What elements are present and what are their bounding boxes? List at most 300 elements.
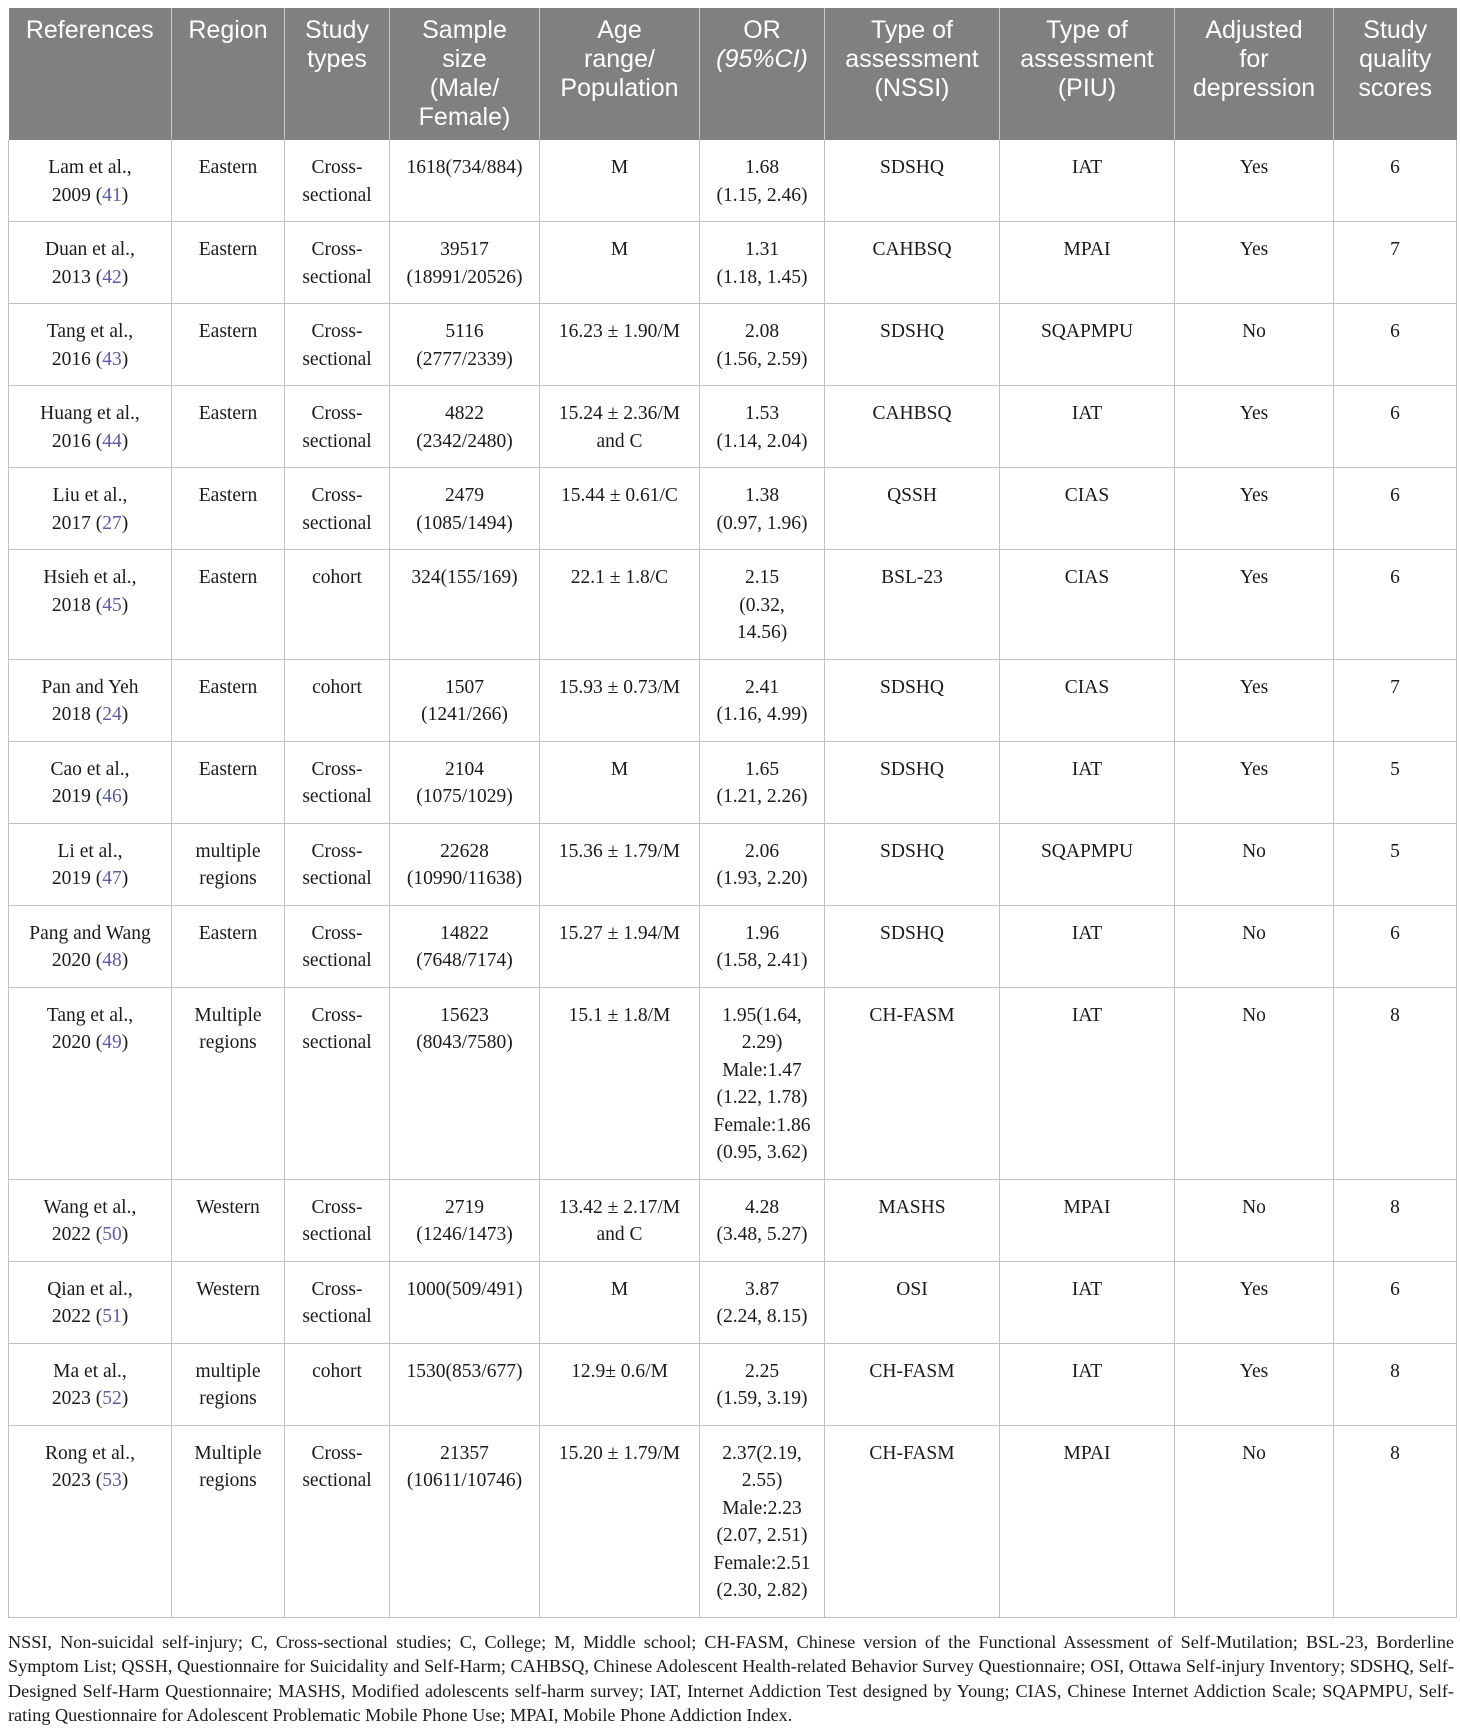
header-nssi-assessment xyxy=(825,8,1000,140)
cell-region xyxy=(172,1261,285,1343)
cell-region xyxy=(172,140,285,222)
cell-odds-ratio xyxy=(700,222,825,304)
cell-region-line: Multiple xyxy=(194,1004,262,1026)
cell-sample-size-line: 1000(509/491) xyxy=(406,1278,523,1300)
cell-nssi-assessment: CH-FASM xyxy=(825,1343,1000,1425)
citation-link[interactable]: 44 xyxy=(102,430,122,452)
cell-reference xyxy=(9,140,172,222)
citation-link[interactable]: 27 xyxy=(102,512,122,534)
cell-sample-size-line: 22628 xyxy=(440,840,489,862)
cell-odds-ratio-line: 2.37(2.19, xyxy=(722,1442,802,1464)
cell-region-line: regions xyxy=(199,1388,257,1409)
cell-study-type-line: cohort xyxy=(312,676,362,698)
cell-adjusted-depression: No xyxy=(1175,1179,1334,1261)
cell-study-type-line: sectional xyxy=(302,512,372,534)
cell-adjusted-depression: No xyxy=(1175,823,1334,905)
cell-study-type xyxy=(285,1179,390,1261)
cell-nssi-assessment: SDSHQ xyxy=(825,659,1000,741)
header-piu-assessment-line: (PIU) xyxy=(1057,74,1117,102)
citation-link[interactable]: 43 xyxy=(102,348,122,370)
citation-link[interactable]: 53 xyxy=(102,1470,122,1491)
cell-odds-ratio-line: 1.31 xyxy=(744,239,780,260)
cell-study-type xyxy=(285,222,390,304)
cell-sample-size xyxy=(390,905,540,987)
cell-odds-ratio-line: 2.06 xyxy=(744,840,780,862)
cell-nssi-assessment: SDSHQ xyxy=(825,741,1000,823)
cell-quality-score: 6 xyxy=(1334,905,1457,987)
cell-study-type xyxy=(285,550,390,660)
reference-authors: Ma et al., xyxy=(53,1360,127,1382)
cell-age-range xyxy=(540,905,700,987)
cell-adjusted-depression: No xyxy=(1175,304,1334,386)
cell-sample-size-line: 21357 xyxy=(440,1442,489,1464)
document xyxy=(8,8,1456,1728)
citation-link[interactable]: 41 xyxy=(102,184,122,206)
cell-reference xyxy=(9,905,172,987)
cell-odds-ratio-line: 2.25 xyxy=(744,1360,780,1382)
cell-nssi-assessment: BSL-23 xyxy=(825,550,1000,660)
header-row xyxy=(9,8,1457,140)
cell-sample-size-line: (10611/10746) xyxy=(406,1470,523,1491)
citation-close-paren: ) xyxy=(121,1224,129,1245)
reference-authors: Tang et al., xyxy=(46,321,134,342)
cell-reference xyxy=(9,386,172,468)
cell-region xyxy=(172,222,285,304)
header-sample-size-line: Female) xyxy=(418,103,511,131)
citation-close-paren: ) xyxy=(121,950,129,971)
table-body xyxy=(9,140,1457,1617)
cell-age-range xyxy=(540,1425,700,1617)
table-row xyxy=(9,659,1457,741)
cell-quality-score: 8 xyxy=(1334,987,1457,1179)
cell-quality-score: 6 xyxy=(1334,386,1457,468)
cell-sample-size-line: (18991/20526) xyxy=(406,266,523,288)
cell-region-line: Eastern xyxy=(198,403,258,424)
cell-region-line: regions xyxy=(199,1032,257,1053)
cell-study-type xyxy=(285,741,390,823)
cell-piu-assessment: IAT xyxy=(1000,386,1175,468)
cell-piu-assessment: IAT xyxy=(1000,1261,1175,1343)
cell-reference xyxy=(9,222,172,304)
cell-age-range xyxy=(540,741,700,823)
cell-quality-score: 7 xyxy=(1334,659,1457,741)
header-adjusted-depression xyxy=(1175,8,1334,140)
cell-odds-ratio-line: 4.28 xyxy=(744,1196,780,1218)
reference-year-line xyxy=(13,865,167,893)
reference-authors: Qian et al., xyxy=(47,1278,133,1300)
header-adjusted-depression-line: Adjusted xyxy=(1205,16,1303,44)
reference-year-line xyxy=(13,1467,167,1495)
citation-link[interactable]: 50 xyxy=(102,1224,122,1245)
reference-year: 2018 ( xyxy=(51,594,103,616)
reference-year: 2016 ( xyxy=(51,430,103,452)
cell-odds-ratio-line: (2.30, 2.82) xyxy=(716,1580,808,1601)
reference-authors: Duan et al., xyxy=(45,239,135,260)
cell-sample-size xyxy=(390,468,540,550)
cell-study-type-line: sectional xyxy=(302,1470,372,1491)
reference-year: 2013 ( xyxy=(51,266,103,288)
cell-odds-ratio-line: (1.14, 2.04) xyxy=(716,430,808,452)
cell-study-type xyxy=(285,987,390,1179)
cell-odds-ratio xyxy=(700,741,825,823)
reference-year-line xyxy=(13,947,167,975)
reference-year: 2023 ( xyxy=(51,1470,103,1491)
cell-sample-size xyxy=(390,1261,540,1343)
cell-piu-assessment: SQAPMPU xyxy=(1000,304,1175,386)
cell-adjusted-depression: Yes xyxy=(1175,386,1334,468)
reference-authors: Huang et al., xyxy=(40,403,140,424)
cell-region-line: multiple xyxy=(195,840,261,862)
cell-study-type xyxy=(285,1261,390,1343)
header-sample-size-line: size xyxy=(442,45,487,73)
header-sample-size xyxy=(390,8,540,140)
citation-link[interactable]: 51 xyxy=(102,1306,122,1327)
cell-age-range-line: 15.24 ± 2.36/M xyxy=(558,403,681,424)
cell-odds-ratio xyxy=(700,140,825,222)
cell-sample-size xyxy=(390,304,540,386)
studies-table xyxy=(8,8,1457,1618)
cell-odds-ratio xyxy=(700,1179,825,1261)
header-quality-score xyxy=(1334,8,1457,140)
cell-quality-score: 6 xyxy=(1334,1261,1457,1343)
cell-adjusted-depression: Yes xyxy=(1175,1261,1334,1343)
cell-age-range-line: M xyxy=(610,1278,629,1300)
table-row xyxy=(9,304,1457,386)
cell-adjusted-depression: Yes xyxy=(1175,468,1334,550)
cell-sample-size-line: 1507 xyxy=(445,676,484,698)
cell-study-type-line: sectional xyxy=(302,266,372,288)
cell-study-type xyxy=(285,386,390,468)
cell-sample-size-line: 5116 xyxy=(445,321,484,342)
header-age-range-line: range/ xyxy=(584,45,655,73)
cell-piu-assessment: MPAI xyxy=(1000,1179,1175,1261)
cell-nssi-assessment: CAHBSQ xyxy=(825,222,1000,304)
cell-adjusted-depression: No xyxy=(1175,1425,1334,1617)
reference-year: 2020 ( xyxy=(51,1032,103,1053)
reference-authors: Liu et al., xyxy=(52,485,128,506)
cell-nssi-assessment: OSI xyxy=(825,1261,1000,1343)
cell-nssi-assessment: SDSHQ xyxy=(825,823,1000,905)
cell-odds-ratio-line: 2.15 xyxy=(744,567,780,588)
cell-nssi-assessment: SDSHQ xyxy=(825,304,1000,386)
citation-link[interactable]: 47 xyxy=(102,868,122,889)
cell-study-type-line: sectional xyxy=(302,950,372,971)
table-row xyxy=(9,987,1457,1179)
cell-odds-ratio-line: (2.24, 8.15) xyxy=(716,1306,808,1327)
cell-age-range xyxy=(540,659,700,741)
cell-odds-ratio xyxy=(700,1425,825,1617)
reference-year: 2023 ( xyxy=(51,1388,103,1409)
cell-odds-ratio xyxy=(700,1261,825,1343)
table-row xyxy=(9,386,1457,468)
cell-odds-ratio xyxy=(700,905,825,987)
cell-region-line: Eastern xyxy=(198,676,258,698)
header-sample-size-line: Sample xyxy=(422,16,507,44)
reference-year: 2022 ( xyxy=(51,1224,103,1245)
cell-piu-assessment: IAT xyxy=(1000,987,1175,1179)
cell-study-type xyxy=(285,823,390,905)
reference-year: 2017 ( xyxy=(51,512,103,534)
cell-odds-ratio-line: Female:1.86 xyxy=(713,1114,811,1136)
cell-piu-assessment: IAT xyxy=(1000,140,1175,222)
header-piu-assessment-line: Type of xyxy=(1046,16,1128,44)
cell-region-line: Eastern xyxy=(198,157,258,178)
header-study-types-line: Study xyxy=(305,16,369,44)
cell-sample-size-line: (1241/266) xyxy=(421,704,508,725)
citation-link[interactable]: 52 xyxy=(102,1388,122,1409)
cell-sample-size-line: 1618(734/884) xyxy=(406,157,523,178)
cell-reference xyxy=(9,468,172,550)
cell-quality-score: 8 xyxy=(1334,1425,1457,1617)
cell-odds-ratio xyxy=(700,550,825,660)
citation-close-paren: ) xyxy=(121,1388,129,1409)
citation-link[interactable]: 49 xyxy=(102,1032,122,1053)
header-quality-score-line: scores xyxy=(1358,74,1433,102)
reference-year-line xyxy=(13,510,167,538)
cell-nssi-assessment: SDSHQ xyxy=(825,905,1000,987)
cell-odds-ratio-line: Male:2.23 xyxy=(722,1497,802,1519)
header-references xyxy=(9,8,172,140)
reference-year-line xyxy=(13,1029,167,1057)
header-sample-size-line: (Male/ xyxy=(429,74,500,102)
table-row xyxy=(9,1343,1457,1425)
cell-region xyxy=(172,550,285,660)
cell-odds-ratio-line: (0.95, 3.62) xyxy=(716,1142,808,1163)
cell-odds-ratio-line: 1.38 xyxy=(744,485,780,506)
cell-study-type-line: sectional xyxy=(302,430,372,452)
cell-age-range-line: 13.42 ± 2.17/M xyxy=(558,1196,681,1218)
cell-study-type-line: cohort xyxy=(312,567,362,588)
cell-odds-ratio-line: (1.15, 2.46) xyxy=(716,184,808,206)
header-region xyxy=(172,8,285,140)
cell-age-range-line: M xyxy=(610,157,629,178)
cell-odds-ratio-line: (3.48, 5.27) xyxy=(716,1224,808,1245)
header-adjusted-depression-line: depression xyxy=(1192,74,1316,102)
cell-quality-score: 5 xyxy=(1334,741,1457,823)
cell-odds-ratio-line: (1.93, 2.20) xyxy=(716,868,808,889)
citation-link[interactable]: 46 xyxy=(102,786,122,807)
reference-authors: Lam et al., xyxy=(48,157,132,178)
cell-sample-size-line: 2719 xyxy=(445,1196,484,1218)
table-row xyxy=(9,1179,1457,1261)
cell-study-type-line: Cross- xyxy=(311,157,363,178)
header-study-types-line: types xyxy=(307,45,367,73)
cell-sample-size-line: 324(155/169) xyxy=(411,567,518,588)
cell-age-range xyxy=(540,386,700,468)
header-odds-ratio-line: OR xyxy=(743,16,781,44)
reference-year-line xyxy=(13,783,167,811)
cell-sample-size xyxy=(390,386,540,468)
reference-year: 2022 ( xyxy=(51,1306,103,1327)
citation-close-paren: ) xyxy=(121,594,129,616)
cell-sample-size-line: (1085/1494) xyxy=(416,512,513,534)
cell-reference xyxy=(9,304,172,386)
citation-link[interactable]: 48 xyxy=(102,950,122,971)
cell-sample-size-line: (2777/2339) xyxy=(416,348,513,370)
cell-odds-ratio-line: 1.53 xyxy=(744,403,780,424)
header-age-range-line: Age xyxy=(597,16,642,44)
cell-study-type-line: cohort xyxy=(312,1360,362,1382)
cell-region-line: regions xyxy=(199,868,257,889)
reference-year: 2018 ( xyxy=(51,704,103,725)
cell-age-range xyxy=(540,823,700,905)
cell-age-range xyxy=(540,550,700,660)
cell-quality-score: 8 xyxy=(1334,1179,1457,1261)
header-odds-ratio xyxy=(700,8,825,140)
cell-age-range xyxy=(540,1261,700,1343)
cell-piu-assessment: MPAI xyxy=(1000,222,1175,304)
cell-age-range-line: and C xyxy=(596,1224,643,1245)
citation-link[interactable]: 45 xyxy=(102,594,122,616)
reference-authors: Li et al., xyxy=(57,840,123,862)
cell-sample-size-line: (10990/11638) xyxy=(406,868,523,889)
cell-odds-ratio-line: (1.58, 2.41) xyxy=(716,950,808,971)
cell-adjusted-depression: Yes xyxy=(1175,741,1334,823)
cell-age-range-line: and C xyxy=(596,430,643,452)
cell-adjusted-depression: Yes xyxy=(1175,140,1334,222)
cell-sample-size xyxy=(390,1179,540,1261)
cell-study-type-line: Cross- xyxy=(311,1196,363,1218)
reference-year-line xyxy=(13,701,167,729)
cell-odds-ratio-line: (0.97, 1.96) xyxy=(716,512,808,534)
cell-odds-ratio-line: 2.29) xyxy=(741,1032,783,1053)
cell-region xyxy=(172,468,285,550)
cell-study-type-line: Cross- xyxy=(311,758,363,780)
cell-age-range-line: 12.9± 0.6/M xyxy=(571,1360,668,1382)
cell-odds-ratio-line: 14.56) xyxy=(736,622,788,643)
cell-adjusted-depression: Yes xyxy=(1175,222,1334,304)
reference-year-line xyxy=(13,428,167,456)
citation-close-paren: ) xyxy=(121,786,129,807)
cell-quality-score: 6 xyxy=(1334,304,1457,386)
cell-study-type-line: Cross- xyxy=(311,321,363,342)
cell-piu-assessment: IAT xyxy=(1000,1343,1175,1425)
cell-piu-assessment: IAT xyxy=(1000,905,1175,987)
table-row xyxy=(9,823,1457,905)
citation-close-paren: ) xyxy=(121,184,129,206)
cell-region-line: Multiple xyxy=(194,1442,262,1464)
cell-study-type xyxy=(285,659,390,741)
cell-piu-assessment: IAT xyxy=(1000,741,1175,823)
cell-study-type xyxy=(285,1425,390,1617)
table-row xyxy=(9,550,1457,660)
table-row xyxy=(9,468,1457,550)
cell-reference xyxy=(9,1261,172,1343)
cell-sample-size-line: (7648/7174) xyxy=(416,950,513,971)
reference-year-line xyxy=(13,592,167,620)
table-header xyxy=(9,8,1457,140)
header-piu-assessment-line: assessment xyxy=(1020,45,1154,73)
cell-age-range-line: 15.36 ± 1.79/M xyxy=(558,840,681,862)
cell-region-line: Eastern xyxy=(198,758,258,780)
cell-region-line: Eastern xyxy=(198,485,258,506)
citation-link[interactable]: 42 xyxy=(102,266,122,288)
cell-region xyxy=(172,1343,285,1425)
cell-region xyxy=(172,386,285,468)
table-row xyxy=(9,741,1457,823)
cell-reference xyxy=(9,823,172,905)
cell-sample-size xyxy=(390,741,540,823)
citation-close-paren: ) xyxy=(121,704,129,725)
cell-age-range xyxy=(540,1343,700,1425)
cell-sample-size-line: (2342/2480) xyxy=(416,430,513,452)
cell-odds-ratio-line: (2.07, 2.51) xyxy=(716,1525,808,1546)
cell-age-range xyxy=(540,1179,700,1261)
citation-close-paren: ) xyxy=(121,348,129,370)
reference-year-line xyxy=(13,346,167,374)
cell-nssi-assessment: QSSH xyxy=(825,468,1000,550)
cell-odds-ratio-line: 3.87 xyxy=(744,1278,780,1300)
cell-region-line: multiple xyxy=(195,1360,261,1382)
cell-odds-ratio xyxy=(700,304,825,386)
cell-odds-ratio-line: (0.32, xyxy=(739,594,785,616)
cell-reference xyxy=(9,1425,172,1617)
reference-year-line xyxy=(13,264,167,292)
reference-year-line xyxy=(13,1385,167,1413)
table-row xyxy=(9,222,1457,304)
header-references-line: References xyxy=(25,16,154,44)
citation-close-paren: ) xyxy=(121,266,129,288)
reference-authors: Cao et al., xyxy=(50,758,130,780)
cell-study-type-line: Cross- xyxy=(311,840,363,862)
header-region-line: Region xyxy=(188,16,268,44)
cell-nssi-assessment: SDSHQ xyxy=(825,140,1000,222)
header-age-range xyxy=(540,8,700,140)
cell-age-range xyxy=(540,222,700,304)
cell-sample-size-line: (1075/1029) xyxy=(416,786,513,807)
cell-adjusted-depression: Yes xyxy=(1175,550,1334,660)
cell-age-range-line: 15.27 ± 1.94/M xyxy=(558,922,681,944)
citation-link[interactable]: 24 xyxy=(102,704,122,725)
reference-year: 2019 ( xyxy=(51,786,103,807)
cell-piu-assessment: SQAPMPU xyxy=(1000,823,1175,905)
reference-authors: Rong et al., xyxy=(45,1442,135,1464)
cell-odds-ratio-line: (1.59, 3.19) xyxy=(716,1388,808,1409)
cell-reference xyxy=(9,659,172,741)
citation-close-paren: ) xyxy=(121,868,129,889)
cell-sample-size-line: 1530(853/677) xyxy=(406,1360,523,1382)
cell-study-type-line: Cross- xyxy=(311,1442,363,1464)
cell-odds-ratio-line: (1.21, 2.26) xyxy=(716,786,808,807)
citation-close-paren: ) xyxy=(121,512,129,534)
cell-quality-score: 5 xyxy=(1334,823,1457,905)
cell-sample-size xyxy=(390,823,540,905)
cell-age-range xyxy=(540,140,700,222)
cell-sample-size xyxy=(390,659,540,741)
cell-sample-size-line: 2104 xyxy=(445,758,484,780)
cell-adjusted-depression: Yes xyxy=(1175,1343,1334,1425)
reference-authors: Tang et al., xyxy=(46,1004,134,1026)
cell-study-type-line: Cross- xyxy=(311,403,363,424)
cell-odds-ratio-line: 2.08 xyxy=(744,321,780,342)
reference-year-line xyxy=(13,1221,167,1249)
cell-age-range xyxy=(540,304,700,386)
cell-study-type xyxy=(285,468,390,550)
cell-nssi-assessment: CH-FASM xyxy=(825,987,1000,1179)
cell-sample-size-line: (8043/7580) xyxy=(416,1032,513,1053)
cell-reference xyxy=(9,550,172,660)
cell-study-type-line: sectional xyxy=(302,786,372,807)
cell-piu-assessment: MPAI xyxy=(1000,1425,1175,1617)
cell-adjusted-depression: Yes xyxy=(1175,659,1334,741)
cell-odds-ratio-line: 1.95(1.64, xyxy=(722,1004,802,1026)
cell-piu-assessment: CIAS xyxy=(1000,468,1175,550)
header-nssi-assessment-line: assessment xyxy=(845,45,979,73)
cell-age-range-line: 15.20 ± 1.79/M xyxy=(558,1442,681,1464)
cell-sample-size xyxy=(390,987,540,1179)
citation-close-paren: ) xyxy=(121,1032,129,1053)
cell-study-type-line: sectional xyxy=(302,868,372,889)
